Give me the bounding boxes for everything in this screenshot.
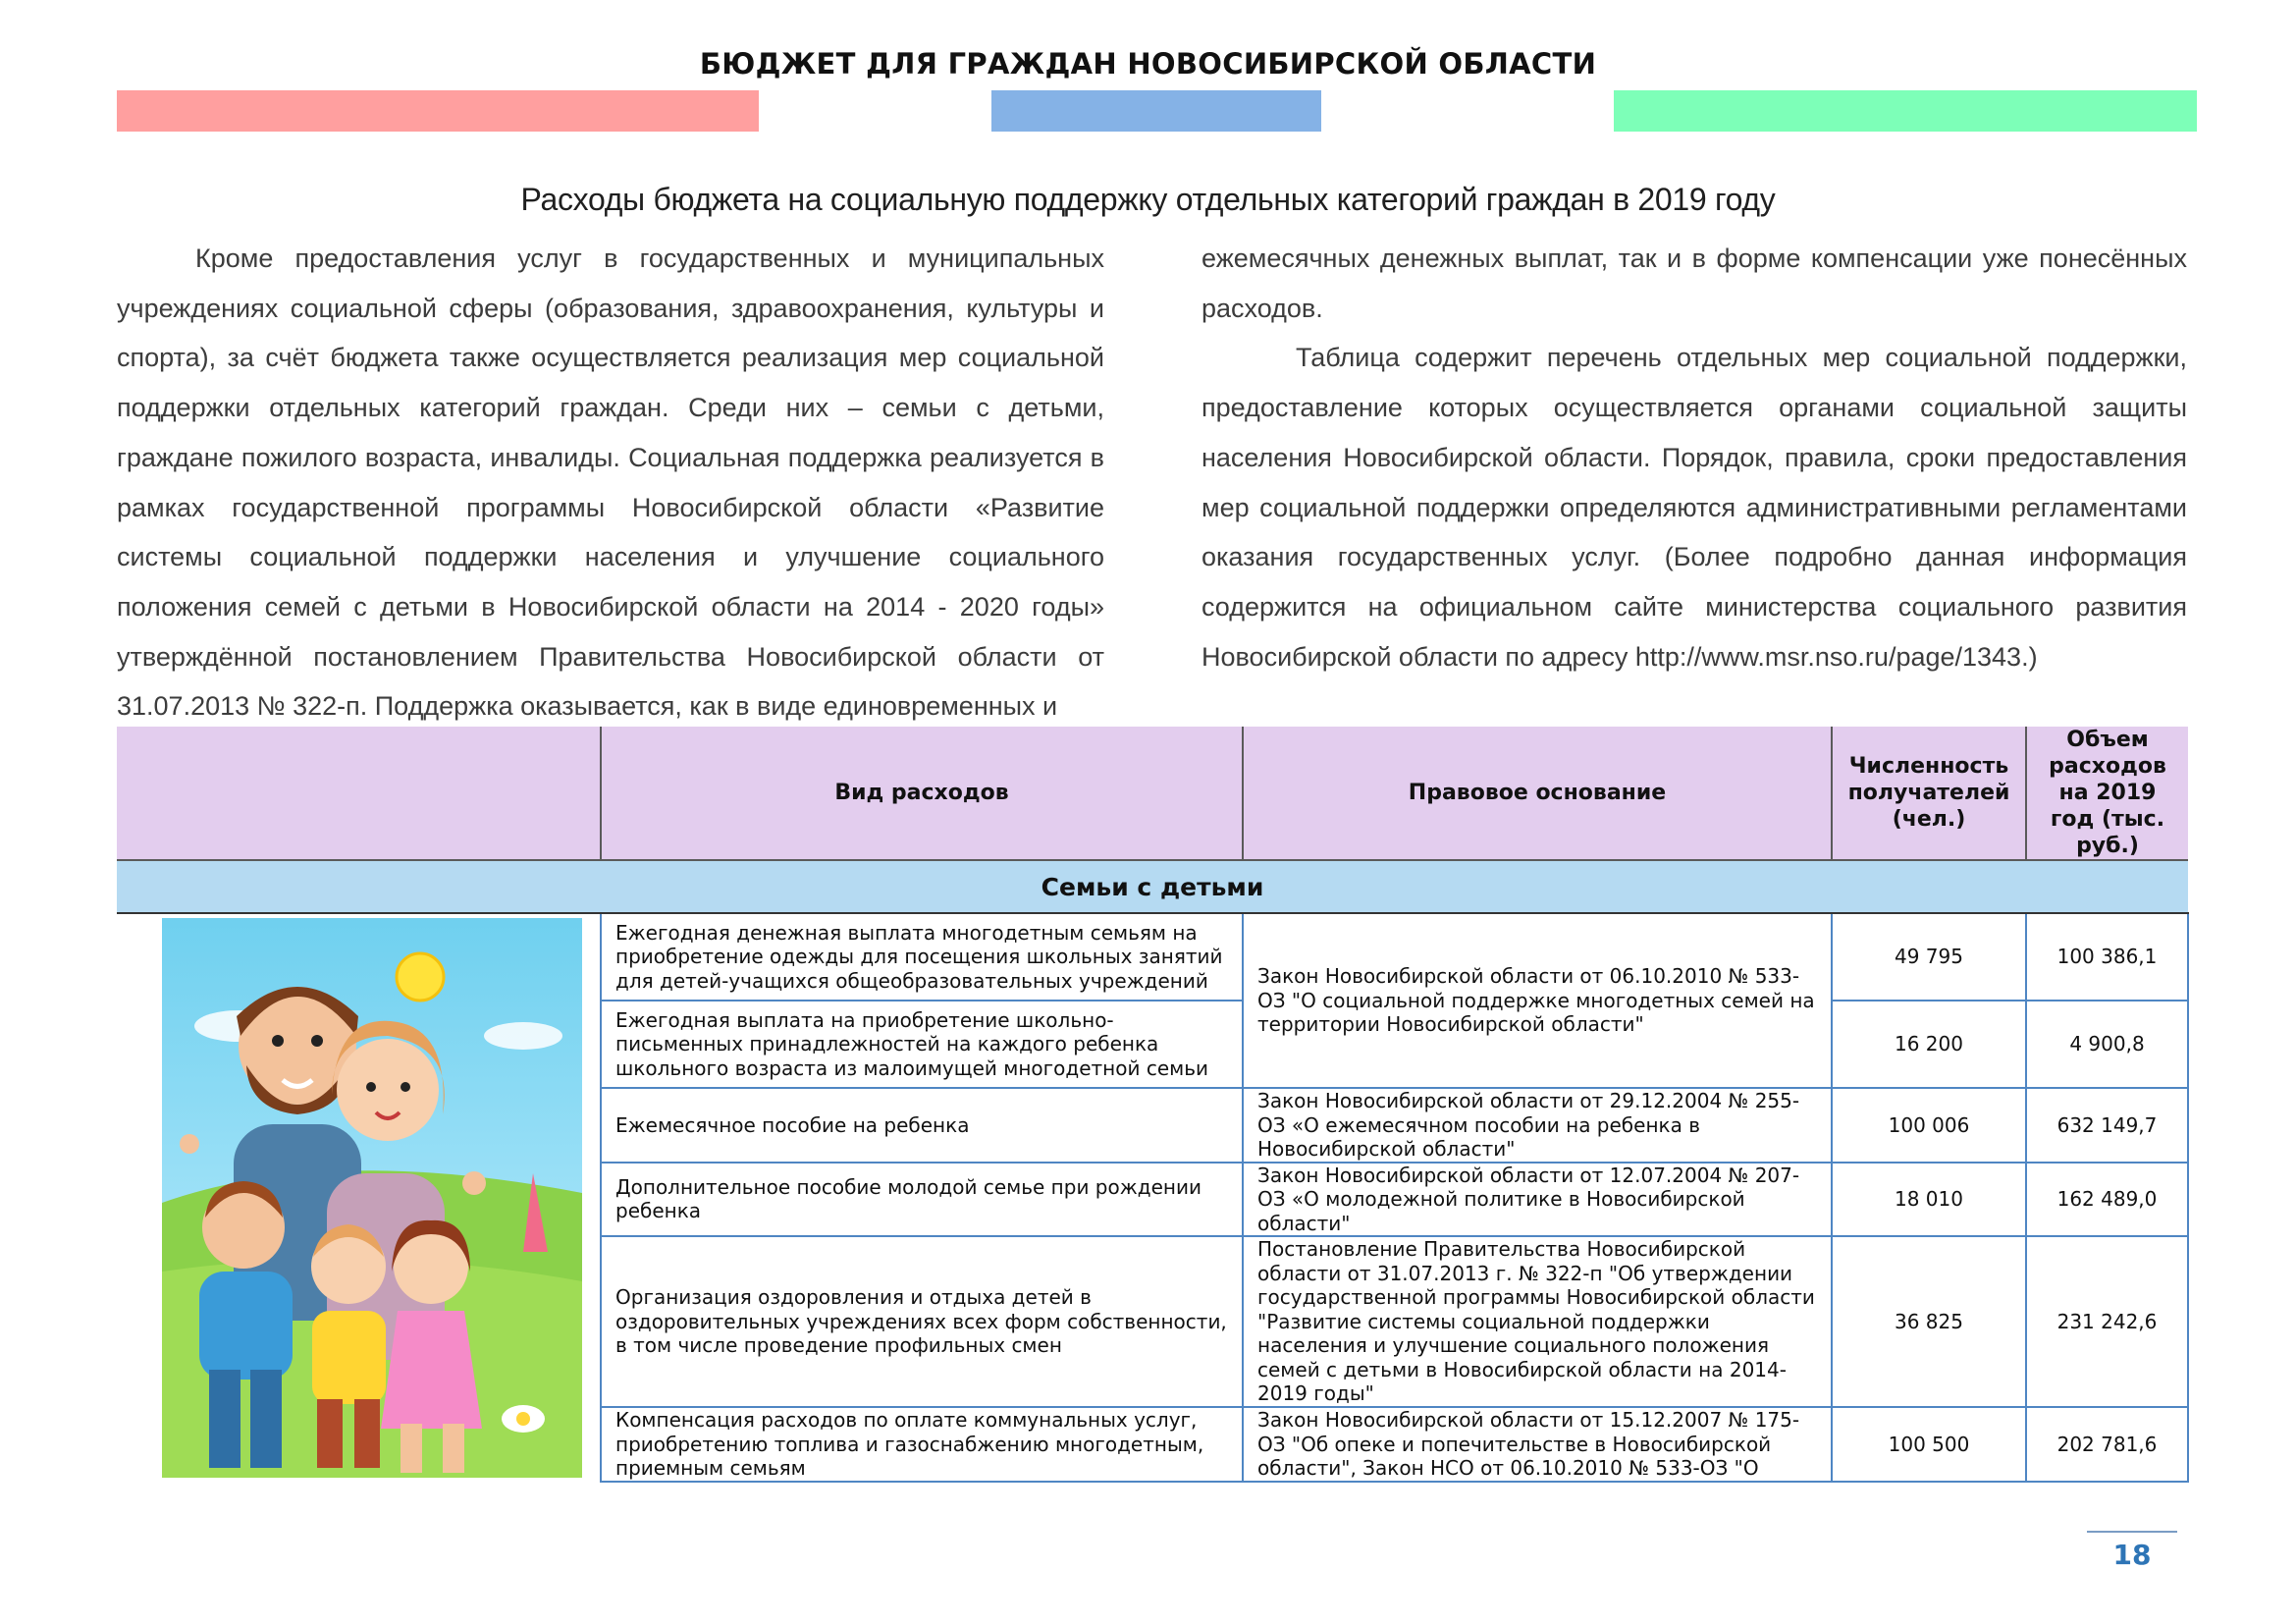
volume-cell: 4 900,8	[2026, 1001, 2188, 1088]
header-volume: Объем расходов на 2019 год (тыс. руб.)	[2026, 727, 2188, 860]
volume-cell: 162 489,0	[2026, 1163, 2188, 1237]
page-number: 18	[2112, 1539, 2152, 1571]
recipients-cell: 100 500	[1832, 1407, 2026, 1482]
volume-cell: 231 242,6	[2026, 1236, 2188, 1407]
table-header-row	[117, 727, 2188, 860]
recipients-cell: 16 200	[1832, 1001, 2026, 1088]
basis-cell: Постановление Правительства Новосибирской области от 31.07.2013 г. № 322-п "Об утверждении государственной программы Новосибирской области "Развитие системы социальной поддержки населения и улучшение социального положения семей с детьми в Новосибирской области на 2014-2019 годы"	[1243, 1236, 1832, 1407]
kind-cell: Ежегодная выплата на приобретение школьно-письменных принадлежностей на каждого ребенка школьного возраста из малоимущей многодетной семьи	[601, 1001, 1243, 1088]
mother-figure	[327, 1020, 445, 1359]
basis-cell-merged: Закон Новосибирской области от 06.10.2010 № 533-ОЗ "О социальной поддержке многодетных семей на территории Новосибирской области"	[1243, 913, 1832, 1088]
header-recipients: Численность получателей (чел.)	[1832, 727, 2026, 860]
kind-cell: Компенсация расходов по оплате коммунальных услуг, приобретению топлива и газоснабжению многодетным, приемным семьям	[601, 1407, 1243, 1482]
volume-cell: 632 149,7	[2026, 1088, 2188, 1163]
header-empty	[117, 727, 601, 860]
group-row	[117, 860, 2188, 913]
volume-cell: 100 386,1	[2026, 913, 2188, 1001]
table-row	[117, 913, 2188, 1001]
section-title: Расходы бюджета на социальную поддержку отдельных категорий граждан в 2019 году	[520, 182, 1776, 217]
basis-cell: Закон Новосибирской области от 15.12.2007 № 175-ОЗ "Об опеке и попечительстве в Новосибирской области", Закон НСО от 06.10.2010 № 533-ОЗ "О	[1243, 1407, 1832, 1482]
recipients-cell: 36 825	[1832, 1236, 2026, 1407]
kind-cell: Ежемесячное пособие на ребенка	[601, 1088, 1243, 1163]
family-illustration-image	[131, 918, 582, 1478]
header-stripe-blue	[991, 90, 1321, 132]
paragraph-left: Кроме предоставления услуг в государственных и муниципальных учреждениях социальной сферы (образования, здравоохранения, культуры и спорта), за счёт бюджета также осуществляется реализация мер социальной поддержки отдельных категорий граждан. Среди них – семьи с детьми, граждане пожилого возраста, инвалиды. Социальная поддержка реализуется в рамках государственной программы Новосибирской области «Развитие системы социальной поддержки населения и улучшение социального положения семей с детьми в Новосибирской области на 2014 - 2020 годы» утверждённой постановлением Правительства Новосибирской области от 31.07.2013 № 322-п. Поддержка оказывается, как в виде единовременных и	[117, 244, 1104, 722]
text-column-right	[1201, 234, 2187, 681]
recipients-cell: 100 006	[1832, 1088, 2026, 1163]
header-basis: Правовое основание	[1243, 727, 1832, 860]
kind-cell: Дополнительное пособие молодой семье при рождении ребенка	[601, 1163, 1243, 1237]
family-illustration	[117, 913, 601, 1482]
basis-cell: Закон Новосибирской области от 12.07.2004 № 207-ОЗ «О молодежной политике в Новосибирской области"	[1243, 1163, 1832, 1237]
text-column-left	[117, 234, 1104, 731]
document-header-title: БЮДЖЕТ ДЛЯ ГРАЖДАН НОВОСИБИРСКОЙ ОБЛАСТИ	[699, 47, 1597, 81]
header-stripe-green	[1614, 90, 2197, 132]
header-stripe-pink	[117, 90, 759, 132]
recipients-cell: 49 795	[1832, 913, 2026, 1001]
social-support-table	[117, 727, 2189, 1483]
basis-cell: Закон Новосибирской области от 29.12.2004 № 255-ОЗ «О ежемесячном пособии на ребенка в Новосибирской области"	[1243, 1088, 1832, 1163]
kind-cell: Организация оздоровления и отдыха детей в оздоровительных учреждениях всех форм собственности, в том числе проведение профильных смен	[601, 1236, 1243, 1407]
kind-cell: Ежегодная денежная выплата многодетным семьям на приобретение одежды для посещения школьных занятий для детей-учащихся общеобразовательных учреждений	[601, 913, 1243, 1001]
header-kind: Вид расходов	[601, 727, 1243, 860]
recipients-cell: 18 010	[1832, 1163, 2026, 1237]
group-title: Семьи с детьми	[117, 860, 2188, 913]
page-number-rule	[2087, 1531, 2177, 1533]
paragraph-right: Таблица содержит перечень отдельных мер социальной поддержки, предоставление которых осуществляется органами социальной защиты населения Новосибирской области. Порядок, правила, сроки предоставления мер социальной поддержки определяются административными регламентами оказания государственных услуг. (Более подробно данная информация содержится на официальном сайте министерства социального развития Новосибирской области по адресу http://www.msr.nso.ru/page/1343.)	[1201, 343, 2187, 672]
volume-cell: 202 781,6	[2026, 1407, 2188, 1482]
paragraph-right-continued: ежемесячных денежных выплат, так и в форме компенсации уже понесённых расходов.	[1201, 244, 2187, 323]
